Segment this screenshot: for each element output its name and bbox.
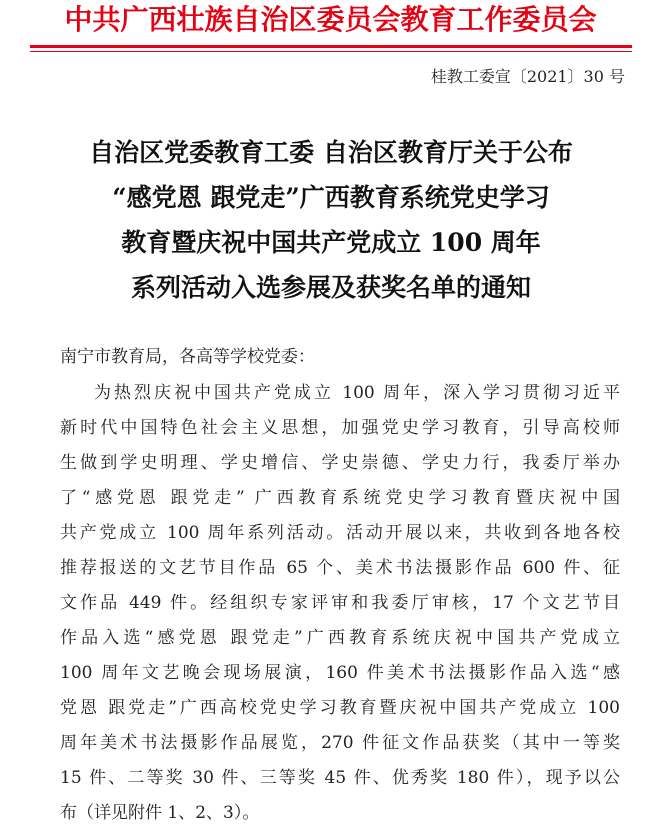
title-line: 教育暨庆祝中国共产党成立 100 周年 bbox=[121, 228, 541, 257]
paragraph-line: 共产党成立 100 周年系列活动。活动开展以来，共收到各地各校 bbox=[60, 523, 620, 543]
paragraph-line: 了“感党恩 跟党走” 广西教育系统党史学习教育暨庆祝中国 bbox=[60, 488, 620, 508]
title-line: 自治区党委教育工委 自治区教育厅关于公布 bbox=[89, 138, 573, 167]
red-header-rule-thin bbox=[30, 51, 632, 52]
document-title bbox=[30, 130, 632, 310]
paragraph-line: 15 件、二等奖 30 件、三等奖 45 件、优秀奖 180 件），现予以公 bbox=[60, 768, 620, 788]
title-line: 系列活动入选参展及获奖名单的通知 bbox=[130, 273, 531, 302]
paragraph-line: 周年美术书法摄影作品展览，270 件征文作品获奖（其中一等奖 bbox=[60, 733, 620, 753]
addressee: 南宁市教育局，各高等学校党委： bbox=[60, 347, 315, 367]
paragraph-line: 推荐报送的文艺节目作品 65 个、美术书法摄影作品 600 件、征 bbox=[60, 558, 620, 578]
paragraph-line: 为热烈庆祝中国共产党成立 100 周年，深入学习贯彻习近平 bbox=[94, 383, 620, 403]
paragraph-line: 100 周年文艺晚会现场展演，160 件美术书法摄影作品入选“感 bbox=[60, 663, 620, 683]
paragraph-line: 布（详见附件 1、2、3）。 bbox=[60, 803, 260, 823]
issuing-organization-header: 中共广西壮族自治区委员会教育工作委员会 bbox=[64, 3, 597, 36]
red-header-rule-thick bbox=[30, 45, 632, 48]
paragraph-line: 党恩 跟党走”广西高校党史学习教育暨庆祝中国共产党成立 100 bbox=[60, 698, 620, 718]
paragraph-line: 生做到学史明理、学史增信、学史崇德、学史力行，我委厅举办 bbox=[60, 453, 620, 473]
paragraph-line: 新时代中国特色社会主义思想，加强党史学习教育，引导高校师 bbox=[60, 418, 620, 438]
paragraph-line: 作品入选“感党恩 跟党走”广西教育系统庆祝中国共产党成立 bbox=[60, 628, 620, 648]
title-line: “感党恩 跟党走”广西教育系统党史学习 bbox=[112, 183, 550, 212]
document-number: 桂教工委宣〔2021〕30 号 bbox=[430, 67, 625, 86]
paragraph-line: 文作品 449 件。经组织专家评审和我委厅审核，17 个文艺节目 bbox=[60, 593, 620, 613]
